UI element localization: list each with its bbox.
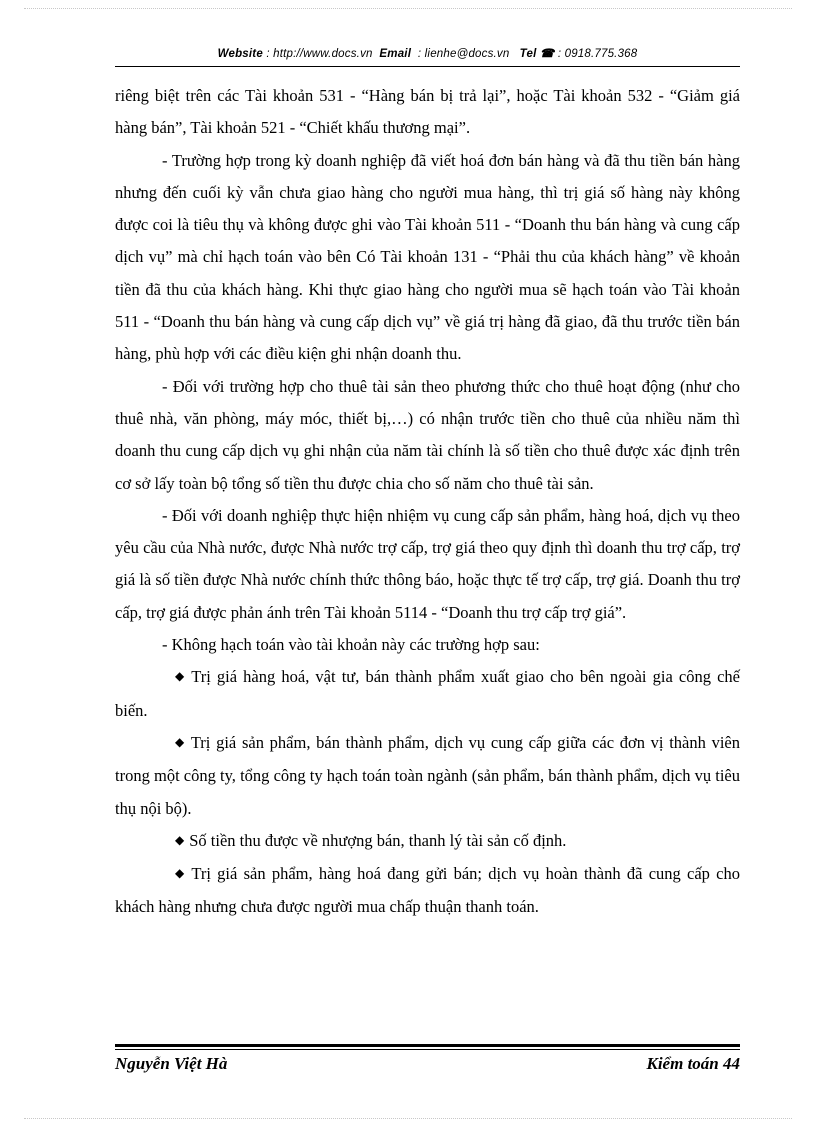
footer-rule-thin: [115, 1049, 740, 1050]
website-label: Website: [217, 48, 263, 60]
diamond-bullet-icon: ◆: [175, 866, 187, 881]
paragraph-continued: riêng biệt trên các Tài khoản 531 - “Hàng bán bị trả lại”, hoặc Tài khoản 532 - “Giảm giá hàng bán”, Tài khoản 521 - “Chiết khấu thương mại”.: [115, 86, 740, 138]
paragraph-operating-lease: - Đối với trường hợp cho thuê tài sản theo phương thức cho thuê hoạt động (như cho thuê nhà, văn phòng, máy móc, thiết bị,…) có nhận trước tiền cho thuê của nhiều năm thì doanh thu cung cấp dịch vụ ghi nhận của năm tài chính là số tiền cho thuê được xác định trên cơ sở lấy toàn bộ tổng số tiền thu được chia cho số năm cho thuê tài sản.: [115, 376, 740, 493]
bullet-item: [115, 825, 740, 858]
website-url: : http://www.docs.vn: [266, 48, 373, 60]
bullet-text: Số tiền thu được về nhượng bán, thanh lý tài sản cố định.: [189, 830, 567, 850]
diamond-bullet-icon: ◆: [175, 669, 187, 684]
bullet-item: [115, 727, 740, 825]
page-top-border: [24, 8, 792, 9]
page-footer: [115, 1054, 740, 1074]
email-label: Email: [379, 48, 412, 60]
phone-icon: ☎: [539, 48, 555, 60]
bullet-item: [115, 858, 740, 924]
document-body: [115, 80, 740, 924]
tel-label: Tel: [519, 48, 537, 60]
page-bottom-border: [24, 1118, 792, 1119]
phone-number: : 0918.775.368: [557, 48, 638, 60]
diamond-bullet-icon: ◆: [175, 832, 185, 847]
page-header: [115, 46, 740, 60]
email-address: : lienhe@docs.vn: [417, 48, 510, 60]
paragraph-state-subsidy: - Đối với doanh nghiệp thực hiện nhiệm vụ cung cấp sản phẩm, hàng hoá, dịch vụ theo yêu cầu của Nhà nước, được Nhà nước trợ cấp, trợ giá theo quy định thì doanh thu trợ cấp, trợ giá là số tiền được Nhà nước chính thức thông báo, hoặc thực tế trợ cấp, trợ giá. Doanh thu trợ cấp, trợ giá được phản ánh trên Tài khoản 5114 - “Doanh thu trợ cấp trợ giá”.: [115, 505, 740, 622]
class-name: Kiểm toán 44: [646, 1054, 740, 1073]
paragraph-exclusions-intro: - Không hạch toán vào tài khoản này các trường hợp sau:: [162, 635, 540, 655]
bullet-item: [115, 661, 740, 727]
footer-rule-thick: [115, 1044, 740, 1047]
bullet-text: Trị giá sản phẩm, hàng hoá đang gửi bán; dịch vụ hoàn thành đã cung cấp cho khách hàng nhưng chưa được người mua chấp thuận thanh toán.: [115, 864, 740, 917]
diamond-bullet-icon: ◆: [175, 734, 186, 749]
bullet-text: Trị giá sản phẩm, bán thành phẩm, dịch vụ cung cấp giữa các đơn vị thành viên trong một công ty, tổng công ty hạch toán toàn ngành (sản phẩm, bán thành phẩm, dịch vụ tiêu thụ nội bộ).: [115, 732, 740, 818]
bullet-text: Trị giá hàng hoá, vật tư, bán thành phẩm xuất giao cho bên ngoài gia công chế biến.: [115, 667, 740, 720]
author-name: Nguyễn Việt Hà: [115, 1054, 228, 1073]
header-rule: [115, 66, 740, 67]
paragraph-undelivered-goods: - Trường hợp trong kỳ doanh nghiệp đã viết hoá đơn bán hàng và đã thu tiền bán hàng nhưng đến cuối kỳ vẫn chưa giao hàng cho người mua hàng, thì trị giá số hàng này không được coi là tiêu thụ và không được ghi vào Tài khoản 511 - “Doanh thu bán hàng và cung cấp dịch vụ” mà chỉ hạch toán vào bên Có Tài khoản 131 - “Phải thu của khách hàng” về khoản tiền đã thu của khách hàng. Khi thực giao hàng cho người mua sẽ hạch toán vào Tài khoản 511 - “Doanh thu bán hàng và cung cấp dịch vụ” về giá trị hàng đã giao, đã thu trước tiền bán hàng, phù hợp với các điều kiện ghi nhận doanh thu.: [115, 150, 740, 364]
